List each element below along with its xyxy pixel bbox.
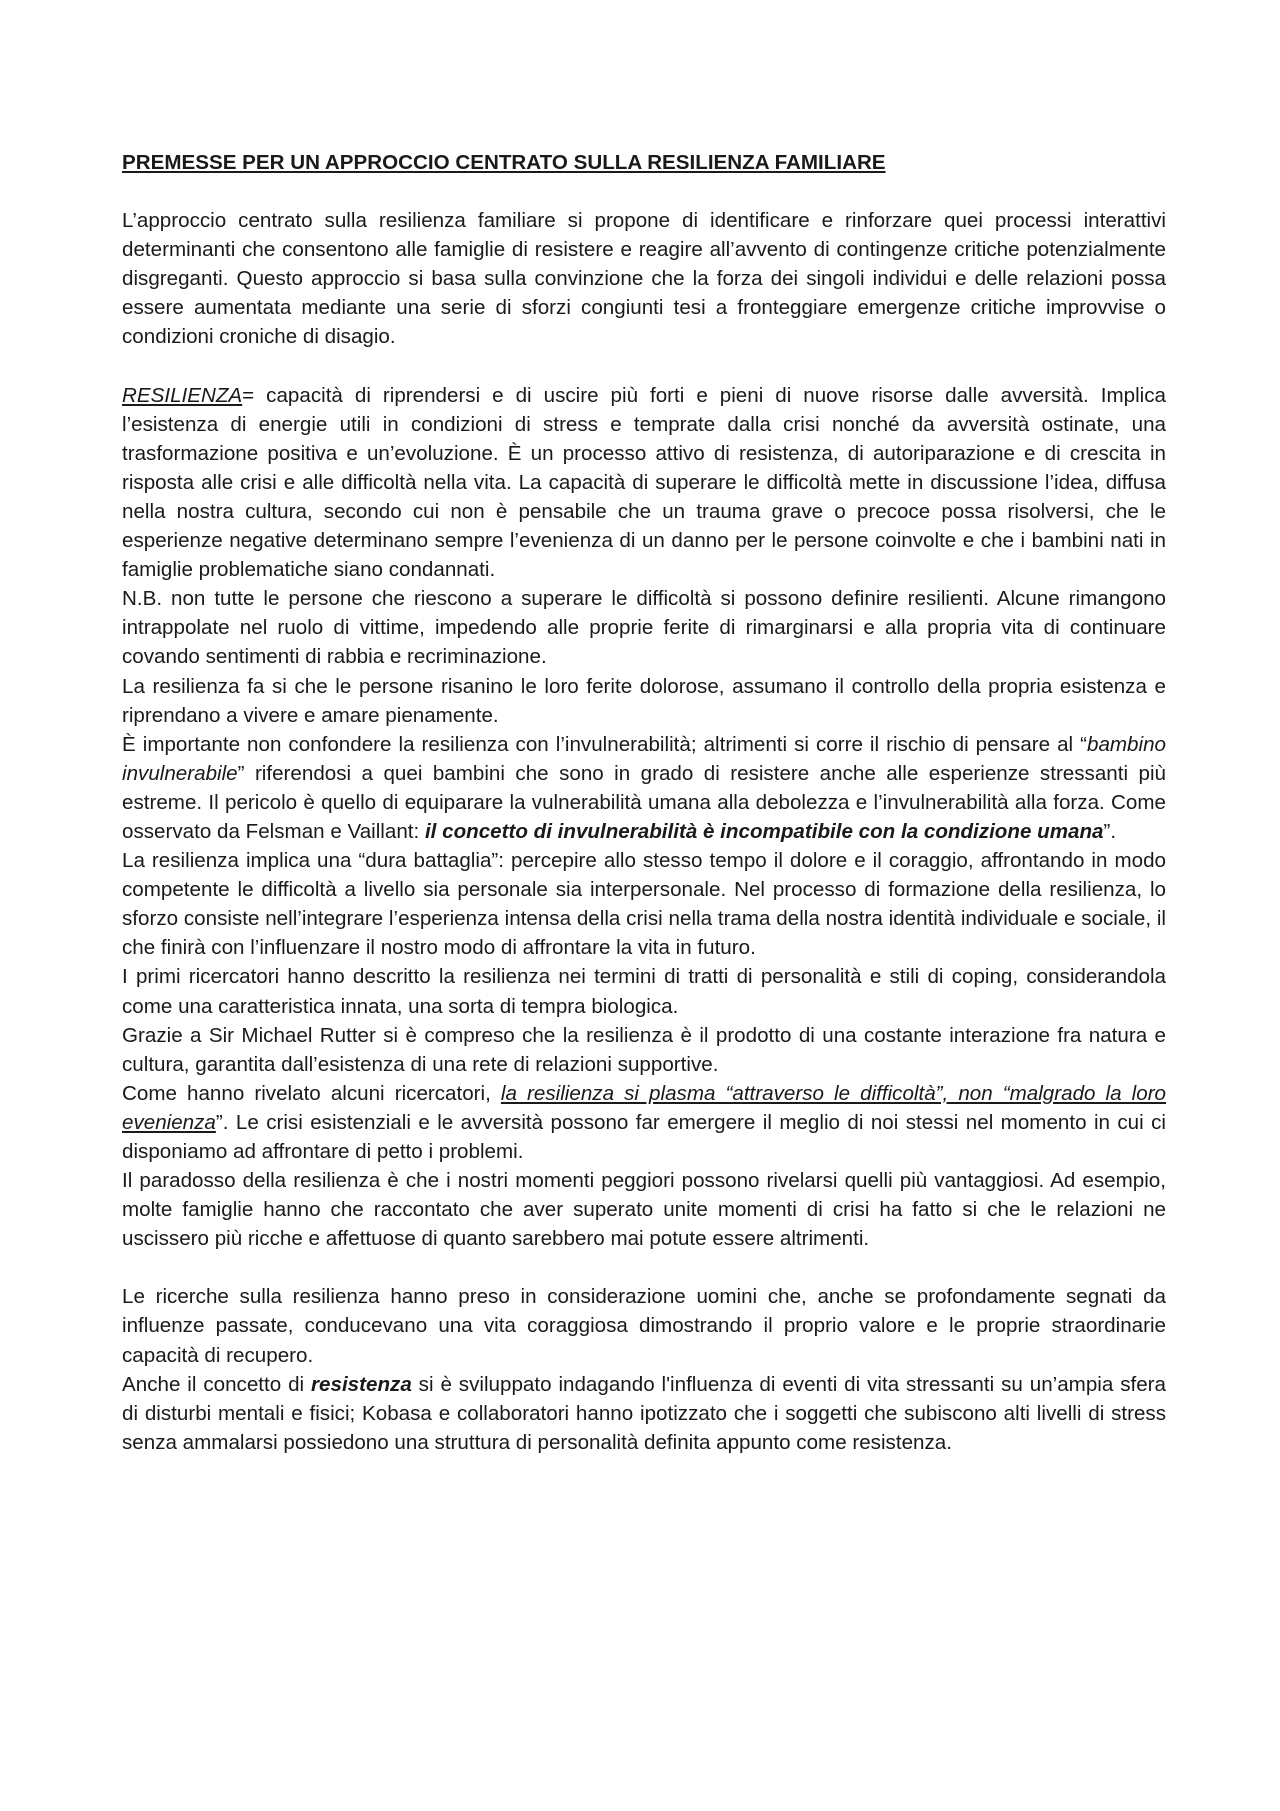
resilienza-definition-paragraph xyxy=(122,381,1166,585)
resistenza-paragraph xyxy=(122,1370,1166,1457)
document-title: PREMESSE PER UN APPROCCIO CENTRATO SULLA RESILIENZA FAMILIARE xyxy=(122,151,886,174)
resistenza-term: resistenza xyxy=(311,1372,412,1396)
risanino-paragraph: La resilienza fa si che le persone risanino le loro ferite dolorose, assumano il controllo della propria esistenza e riprendano a vivere e amare pienamente. xyxy=(122,674,1166,727)
invulnerabilita-part1: È importante non confondere la resilienza con l’invulnerabilità; altrimenti si corre il rischio di pensare al “ xyxy=(122,732,1087,756)
document-page xyxy=(122,148,1166,1457)
plasma-quote: la resilienza si plasma “attraverso le difficoltà”, non “malgrado la loro evenienza xyxy=(122,1081,1167,1134)
invulnerabilita-paragraph xyxy=(122,730,1166,846)
paradosso-paragraph: Il paradosso della resilienza è che i nostri momenti peggiori possono rivelarsi quelli più vantaggiosi. Ad esempio, molte famiglie hanno che raccontato che aver superato unite momenti di crisi ha fatto si che le relazioni ne uscissero più ricche e affettuose di quanto sarebbero mai potute essere altrimenti. xyxy=(122,1169,1166,1251)
ricerche-paragraph: Le ricerche sulla resilienza hanno preso in considerazione uomini che, anche se profondamente segnati da influenze passate, conducevano una vita coraggiosa dimostrando il proprio valore e le proprie straordinarie capacità di recupero. xyxy=(122,1285,1166,1367)
nb-paragraph: N.B. non tutte le persone che riescono a superare le difficoltà si possono definire resilienti. Alcune rimangono intrappolate nel ruolo di vittime, impedendo alle proprie ferite di rimarginarsi e alla propria vita di continuare covando sentimenti di rabbia e recriminazione. xyxy=(122,587,1166,669)
plasma-paragraph xyxy=(122,1079,1166,1166)
plasma-part2: ”. Le crisi esistenziali e le avversità possono far emergere il meglio di noi stessi nel momento in cui ci disponiamo ad affrontare di petto i problemi. xyxy=(122,1110,1166,1163)
plasma-part1: Come hanno rivelato alcuni ricercatori, xyxy=(122,1081,501,1105)
paragraph-gap xyxy=(122,352,1166,381)
invulnerabilita-italic: bambino invulnerabile xyxy=(122,732,1166,785)
rutter-paragraph: Grazie a Sir Michael Rutter si è compreso che la resilienza è il prodotto di una costante interazione fra natura e cultura, garantita dall’esistenza di una rete di relazioni supportive. xyxy=(122,1023,1166,1076)
invulnerabilita-part3: ”. xyxy=(1103,819,1117,843)
paragraph-gap xyxy=(122,1253,1166,1282)
ricercatori-paragraph: I primi ricercatori hanno descritto la resilienza nei termini di tratti di personalità e stili di coping, considerandola come una caratteristica innata, una sorta di tempra biologica. xyxy=(122,965,1166,1018)
resilienza-definition: = capacità di riprendersi e di uscire più forti e pieni di nuove risorse dalle avversità. Implica l’esistenza di energie utili in condizioni di stress e temprate dalla crisi nonché da avversità ostinate, una trasformazione positiva e un’evoluzione. È un processo attivo di resistenza, di autoriparazione e di crescita in risposta alle crisi e alle difficoltà nella vita. La capacità di superare le difficoltà mette in discussione l’idea, diffusa nella nostra cultura, secondo cui non è pensabile che un trauma grave o precoce possa risolversi, che le esperienze negative determinano sempre l’evenienza di un danno per le persone coinvolte e che i bambini nati in famiglie problematiche siano condannati. xyxy=(122,383,1166,582)
invulnerabilita-part2: ” riferendosi a quei bambini che sono in grado di resistere anche alle esperienze stressanti più estreme. Il pericolo è quello di equiparare la vulnerabilità umana alla debolezza e l’invulnerabilità alla forza. Come osservato da Felsman e Vaillant: xyxy=(122,761,1166,843)
resistenza-part2: si è sviluppato indagando l'influenza di eventi di vita stressanti su un’ampia sfera di disturbi mentali e fisici; Kobasa e collaboratori hanno ipotizzato che i soggetti che subiscono alti livelli di stress senza ammalarsi possiedono una struttura di personalità definita appunto come resistenza. xyxy=(122,1372,1166,1454)
resistenza-part1: Anche il concetto di xyxy=(122,1372,312,1396)
intro-paragraph: L’approccio centrato sulla resilienza familiare si propone di identificare e rinforzare quei processi interattivi determinanti che consentono alle famiglie di resistere e reagire all’avvento di contingenze critiche potenzialmente disgreganti. Questo approccio si basa sulla convinzione che la forza dei singoli individui e delle relazioni possa essere aumentata mediante una serie di sforzi congiunti tesi a fronteggiare emergenze critiche improvvise o condizioni croniche di disagio. xyxy=(122,209,1166,349)
invulnerabilita-quote: il concetto di invulnerabilità è incompatibile con la condizione umana xyxy=(424,819,1104,843)
resilienza-term: RESILIENZA xyxy=(122,383,243,407)
battaglia-paragraph: La resilienza implica una “dura battaglia”: percepire allo stesso tempo il dolore e il coraggio, affrontando in modo competente le difficoltà a livello sia personale sia interpersonale. Nel processo di formazione della resilienza, lo sforzo consiste nell’integrare l’esperienza intensa della crisi nella trama della nostra identità individuale e sociale, il che finirà con l’influenzare il nostro modo di affrontare la vita in futuro. xyxy=(122,849,1166,960)
